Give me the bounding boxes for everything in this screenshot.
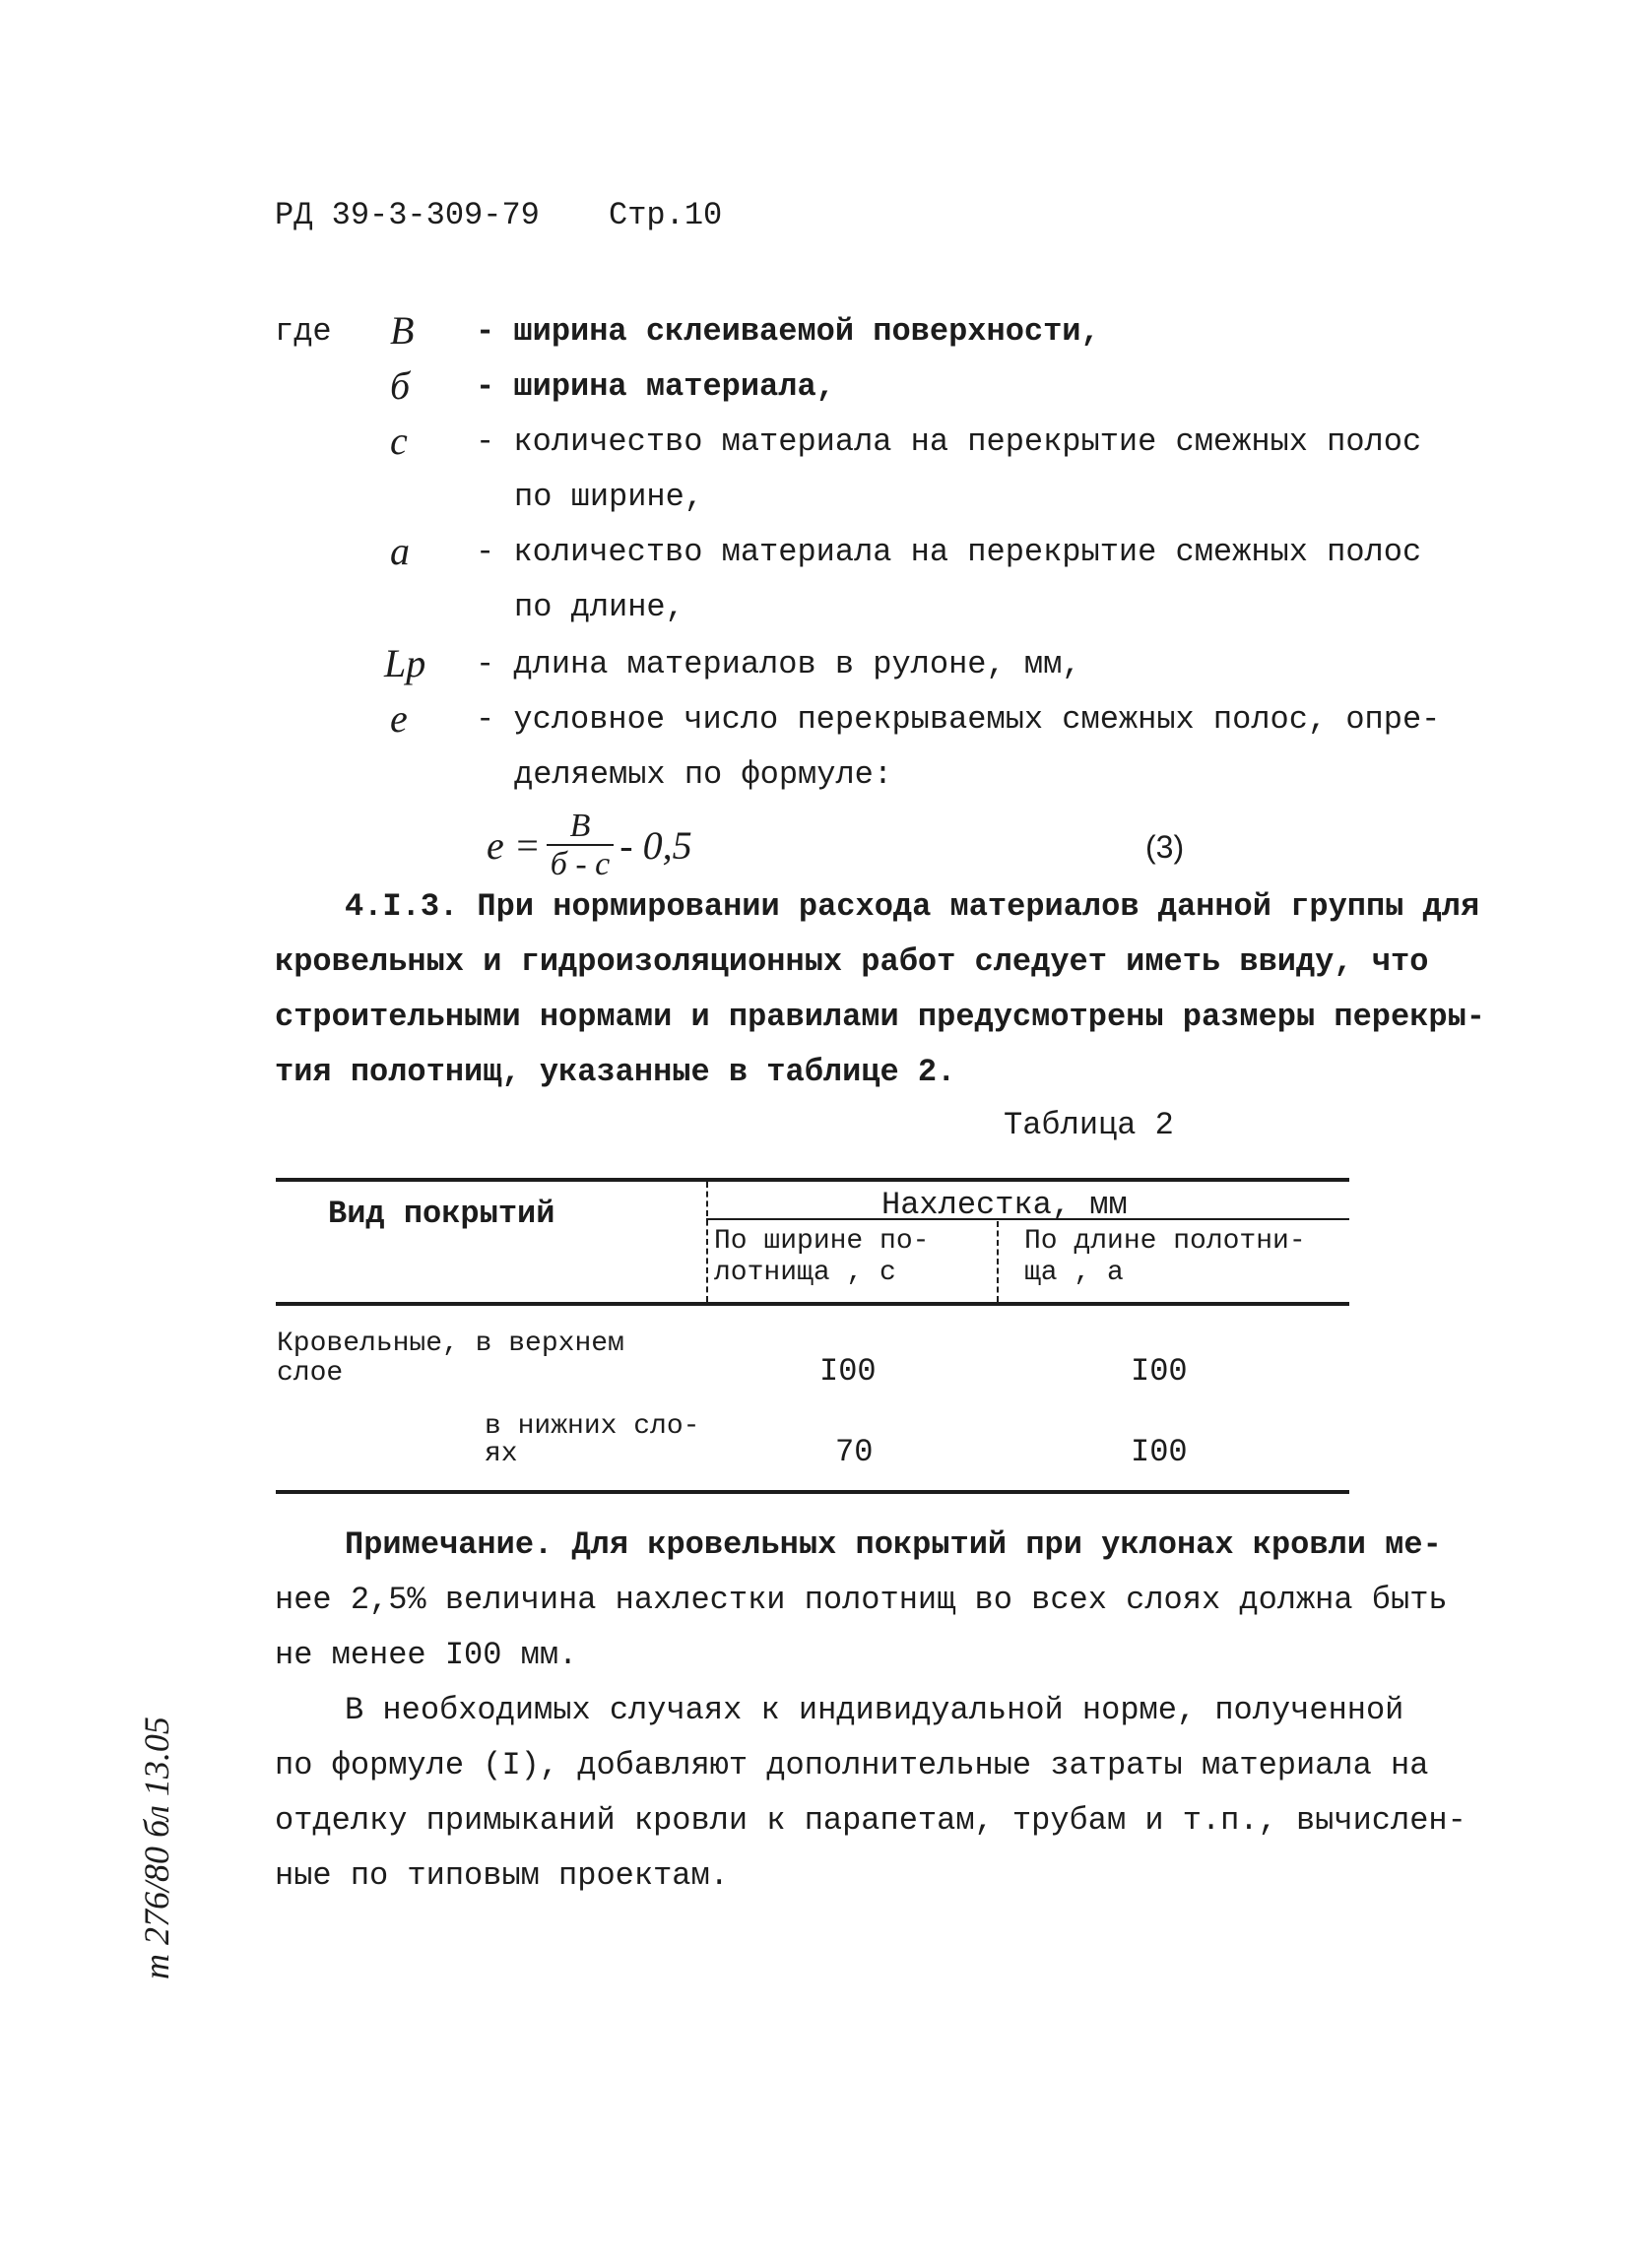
- formula-lhs: е =: [487, 822, 541, 868]
- formula-number: (3): [1145, 829, 1185, 865]
- legend-lead: где: [275, 313, 332, 350]
- table-cell-width: I00: [819, 1353, 877, 1390]
- table-subheader-width: лотнища , с: [714, 1258, 896, 1288]
- table-divider: [997, 1221, 999, 1302]
- formula-numerator: В: [547, 808, 615, 846]
- table-divider: [706, 1182, 708, 1302]
- table-cell-length: I00: [1131, 1353, 1188, 1390]
- legend-text-cont: по ширине,: [514, 479, 704, 515]
- formula-denominator: б - с: [550, 846, 611, 882]
- table-header-group: Нахлестка, мм: [881, 1187, 1128, 1223]
- table-subheader-width: По ширине по-: [714, 1226, 930, 1257]
- table-bottom-rule: [276, 1490, 1349, 1494]
- table-row-label: в нижних сло-: [485, 1411, 700, 1442]
- paragraph-line: 4.I.3. При нормировании расхода материалов данной группы для: [345, 888, 1480, 925]
- paragraph-line: кровельных и гидроизоляционных работ следует иметь ввиду, что: [275, 943, 1429, 980]
- table-cell-width: 70: [835, 1434, 874, 1470]
- formula-rest: - 0,5: [619, 822, 692, 868]
- legend-text-cont: деляемых по формуле:: [514, 756, 893, 793]
- legend-text: - количество материала на перекрытие смежных полос: [476, 423, 1422, 460]
- paragraph-line: отделку примыканий кровли к парапетам, трубам и т.п., вычислен-: [275, 1802, 1466, 1839]
- legend-text: - ширина склеиваемой поверхности,: [476, 313, 1100, 350]
- note-line: Примечание. Для кровельных покрытий при уклонах кровли ме-: [345, 1526, 1442, 1563]
- table-subheader-length: По длине полотни-: [1024, 1226, 1306, 1257]
- legend-text-cont: по длине,: [514, 589, 684, 625]
- formula-fraction: [547, 808, 615, 883]
- paragraph-line: по формуле (I), добавляют дополнительные затраты материала на: [275, 1747, 1429, 1783]
- legend-text: - ширина материала,: [476, 368, 835, 405]
- legend-symbol: В: [390, 308, 415, 353]
- legend-symbol: а: [390, 529, 410, 573]
- margin-handwritten-note: т 276/80 бл 13.05: [137, 1717, 176, 1979]
- legend-symbol: е: [390, 696, 408, 741]
- paragraph-line: тия полотнищ, указанные в таблице 2.: [275, 1054, 956, 1090]
- table-caption: Таблица 2: [1004, 1107, 1174, 1143]
- paragraph-line: ные по типовым проектам.: [275, 1857, 729, 1894]
- paragraph-line: В необходимых случаях к индивидуальной норме, полученной: [345, 1692, 1404, 1728]
- legend-symbol: Lp: [384, 641, 426, 685]
- legend-text: - условное число перекрываемых смежных полос, опре-: [476, 701, 1441, 738]
- note-line: нее 2,5% величина нахлестки полотнищ во всех слоях должна быть: [275, 1582, 1448, 1618]
- note-line: не менее I00 мм.: [275, 1637, 578, 1673]
- table-subheader-length: ща , а: [1024, 1258, 1124, 1288]
- table-cell-length: I00: [1131, 1434, 1188, 1470]
- document-code: РД 39-3-309-79: [275, 197, 540, 233]
- table-header-rule: [276, 1302, 1349, 1306]
- legend-text: - длина материалов в рулоне, мм,: [476, 646, 1081, 682]
- paragraph-line: строительными нормами и правилами предусмотрены размеры перекры-: [275, 999, 1485, 1035]
- table-top-rule: [276, 1178, 1349, 1182]
- legend-symbol: б: [390, 363, 411, 408]
- table-row-label: Кровельные, в верхнем: [277, 1328, 624, 1359]
- page-number: Стр.10: [609, 197, 723, 233]
- table-header-type: Вид покрытий: [328, 1196, 555, 1232]
- legend-text: - количество материала на перекрытие смежных полос: [476, 534, 1422, 570]
- table-row-label: ях: [485, 1439, 518, 1469]
- legend-symbol: с: [390, 419, 408, 463]
- table-row-label: слое: [277, 1358, 344, 1389]
- formula: [487, 806, 692, 884]
